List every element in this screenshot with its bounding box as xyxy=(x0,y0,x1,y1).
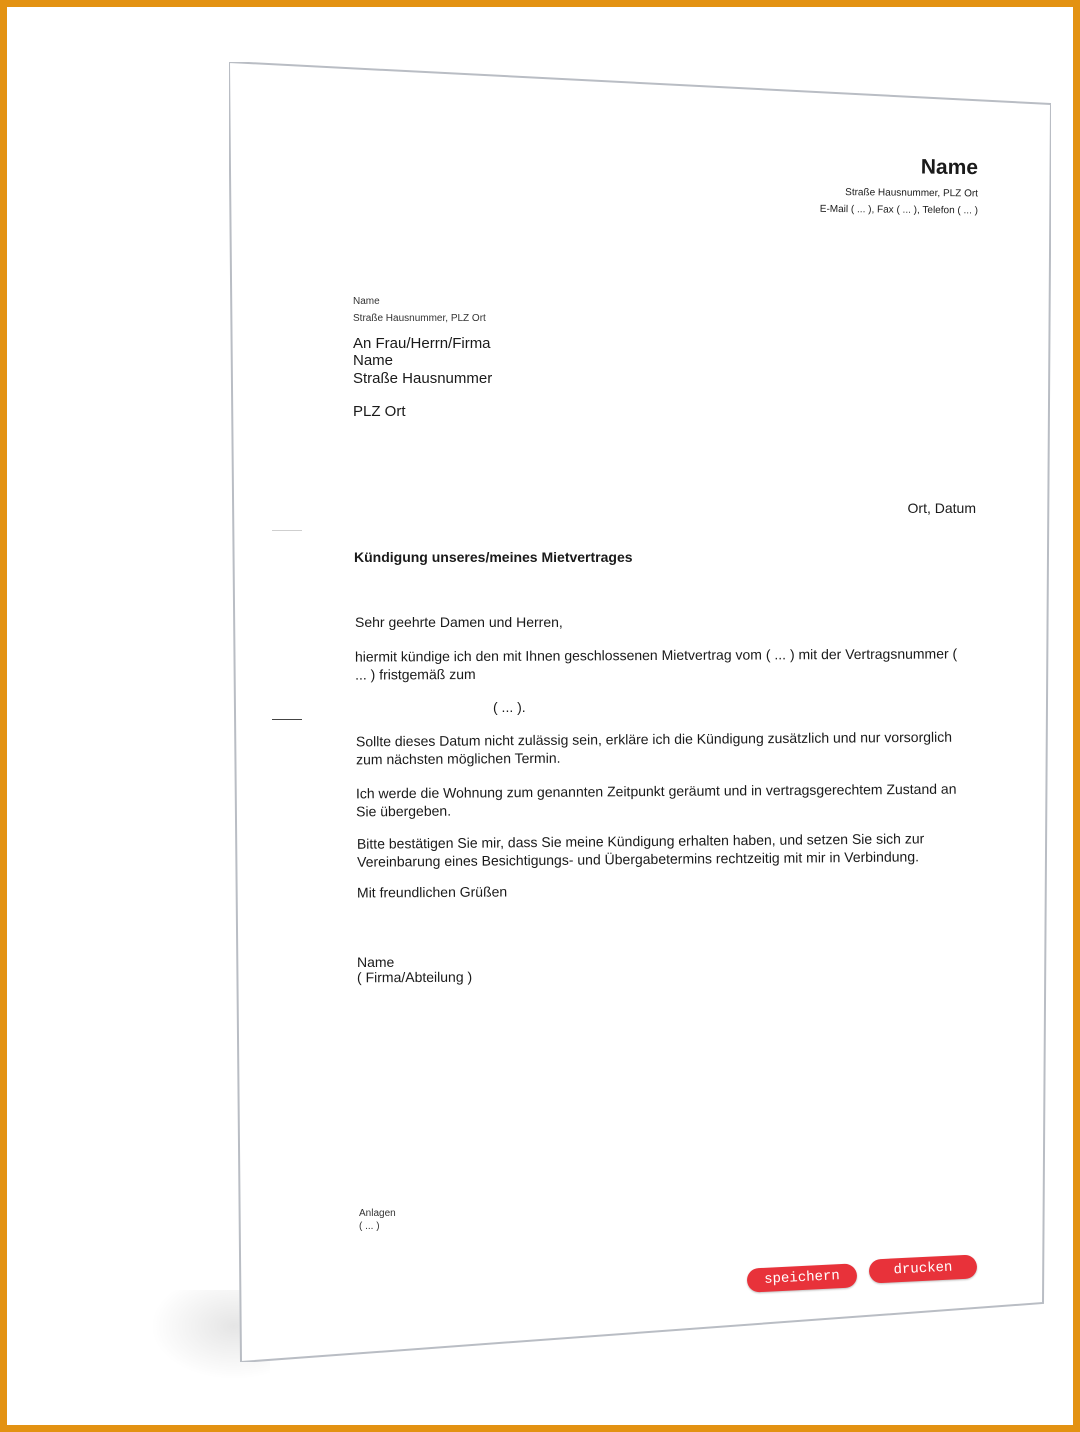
place-date: Ort, Datum xyxy=(907,500,976,516)
signature-name: Name xyxy=(357,954,395,970)
paragraph-2: Sollte dieses Datum nicht zulässig sein, erkläre ich die Kündigung zusätzlich und nur vorsorglich zum nächsten möglichen Termin. xyxy=(355,728,953,768)
paragraph-1: hiermit kündige ich den mit Ihnen geschlossenen Mietvertrag vom ( ... ) mit der Vertragsnummer ( ... ) fristgemäß zum xyxy=(354,645,958,683)
sender-name: Name xyxy=(920,155,979,180)
recipient-line-2: Name xyxy=(353,352,394,369)
punch-mark xyxy=(272,719,302,720)
paragraph-4: Bitte bestätigen Sie mir, dass Sie meine Kündigung erhalten haben, und setzen Sie sich zur Vereinbarung eines Besichtigungs- und Übergabetermins rechtzeitig mit mir in Verbindung. xyxy=(356,830,925,870)
sender-street: Straße Hausnummer, PLZ Ort xyxy=(845,187,979,200)
recipient-line-4: PLZ Ort xyxy=(353,403,406,420)
date-placeholder: ( ... ). xyxy=(493,699,526,715)
letter-subject: Kündigung unseres/meines Mietvertrages xyxy=(354,549,633,565)
paragraph-3: Ich werde die Wohnung zum genannten Zeitpunkt geräumt und in vertragsgerechtem Zustand an Sie übergeben. xyxy=(355,780,957,820)
print-button[interactable]: drucken xyxy=(868,1254,977,1283)
return-address-street: Straße Hausnummer, PLZ Ort xyxy=(353,313,486,324)
return-address-name: Name xyxy=(353,296,380,307)
attachments-label: Anlagen xyxy=(359,1208,396,1219)
fold-mark xyxy=(272,530,302,531)
closing: Mit freundlichen Grüßen xyxy=(356,883,508,901)
recipient-line-1: An Frau/Herrn/Firma xyxy=(353,335,491,352)
save-button[interactable]: speichern xyxy=(746,1263,857,1292)
attachments-value: ( ... ) xyxy=(359,1221,380,1232)
sender-contact: E-Mail ( ... ), Fax ( ... ), Telefon ( ... ) xyxy=(819,203,979,217)
salutation: Sehr geehrte Damen und Herren, xyxy=(355,614,563,630)
signature-department: ( Firma/Abteilung ) xyxy=(356,968,473,986)
recipient-line-3: Straße Hausnummer xyxy=(353,370,493,387)
